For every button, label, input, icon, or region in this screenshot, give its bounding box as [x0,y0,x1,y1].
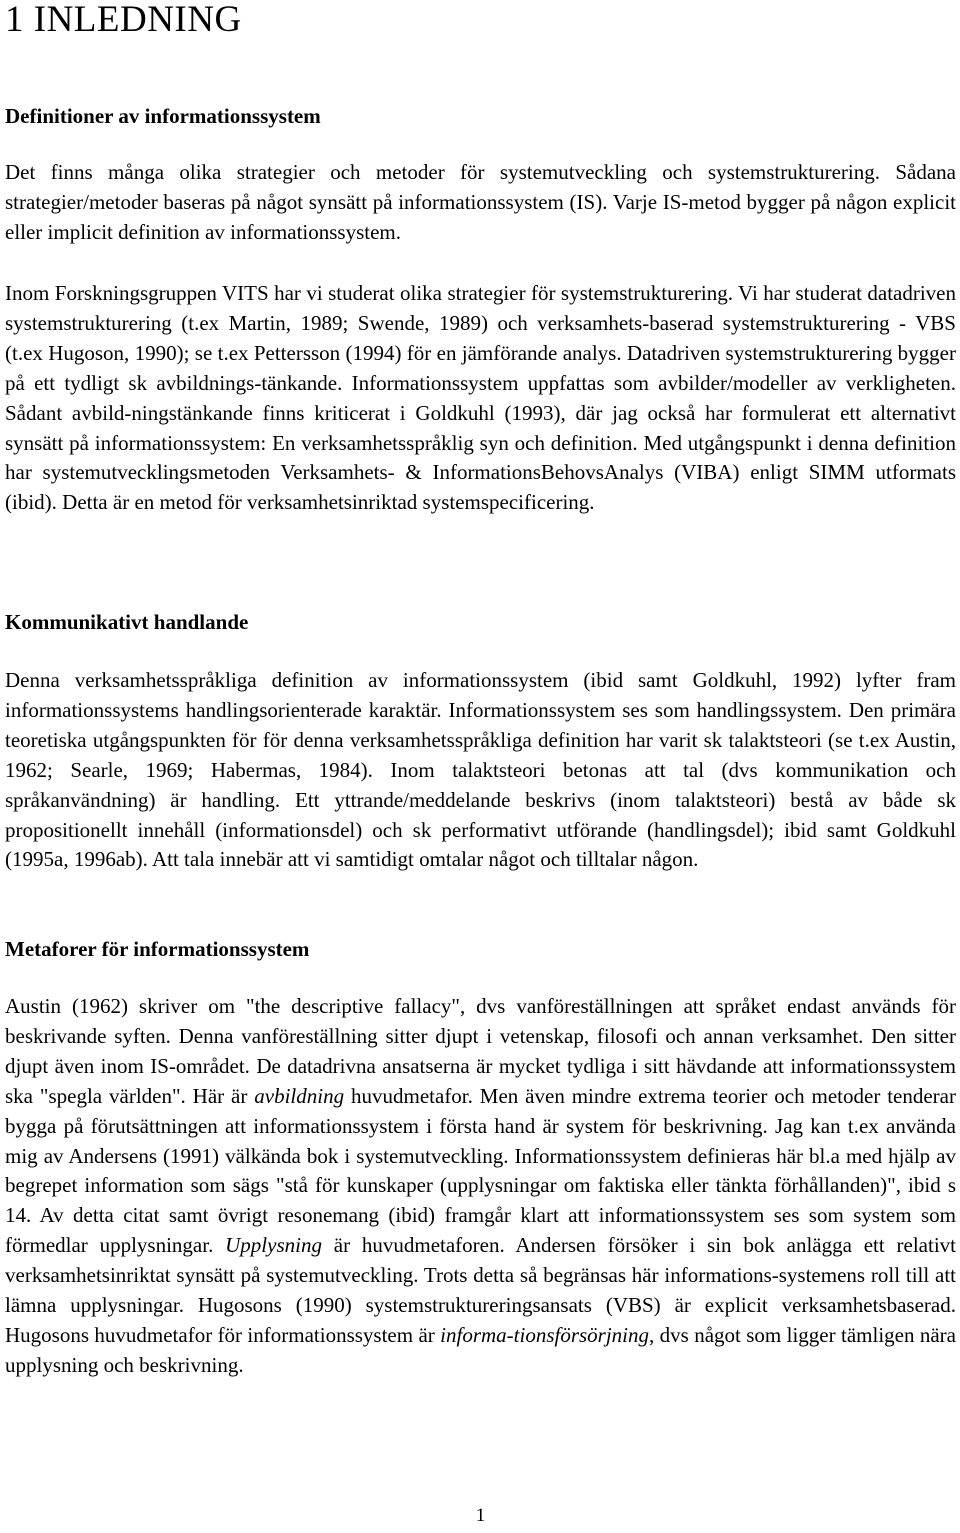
metaphors-emphasis-upplysning: Upplysning [225,1233,322,1258]
metaphors-emphasis-avbildning: avbildning [254,1083,345,1108]
metaphors-text-part-3: är huvudmetaforen. Andersen försöker i sin bok anlägga ett relativt verksamhetsinriktat synsätt på systemutveckling. Trots detta så begränsas här informations-systemens roll till att lämna upplysningar. Hugosons (1990) systemstruktureringsansats (VBS) är explicit verksamhetsbaserad. Hugosons huvudmetafor för informationssystem är [5,1233,956,1347]
metaphors-emphasis-informationsforsorjning: informa-tionsförsörjning [440,1322,650,1347]
paragraph-vits: Inom Forskningsgruppen VITS har vi studerat olika strategier för systemstrukturering. Vi har studerat datadriven systemstrukturering (t.ex Martin, 1989; Swende, 1989) och verksamhets-baserad systemstrukturering - VBS (t.ex Hugoson, 1990); se t.ex Pettersson (1994) för en jämförande analys. Datadriven systemstrukturering bygger på ett tydligt sk avbildnings-tänkande. Informationssystem uppfattas som avbilder/modeller av verkligheten. Sådant avbild-ningstänkande finns kriticerat i Goldkuhl (1993), där jag också har formulerat ett alternativt synsätt på informationssystem: En verksamhetsspråklig syn och definition. Med utgångspunkt i denna definition har systemutvecklingsmetoden Verksamhets- & InformationsBehovsAnalys (VIBA) enligt SIMM utformats (ibid). Detta är en metod för verksamhetsinriktad systemspecificering. [5,281,956,515]
paragraph-metaphors [5,992,956,1381]
metaphors-text-part-1: Austin (1962) skriver om "the descriptive fallacy", dvs vanföreställningen att språket endast används för beskrivande syften. Denna vanföreställning sitter djupt i vetenskap, filosofi och annan verksamhet. Den sitter djupt även inom IS-området. De datadrivna ansatserna är mycket tydliga i sitt hävdande att informationssystem ska "spegla världen". Här är [5,994,956,1108]
paragraph-intro: Det finns många olika strategier och metoder för systemutveckling och systemstrukturering. Sådana strategier/metoder baseras på något synsätt på informationssystem (IS). Varje IS-metod bygger på någon explicit eller implicit definition av informationssystem. [5,160,956,244]
metaphors-text-part-2: huvudmetafor. Men även mindre extrema teorier och metoder tenderar bygga på förutsättningen att informationssystem i första hand är system för beskrivning. Jag kan t.ex använda mig av Andersens (1991) välkända bok i systemutveckling. Informationssystem definieras här bl.a med hjälp av begrepet information som sägs "stå för kunskaper (upplysningar om faktiska eller tänkta förhållanden)", ibid s 14. Av detta citat samt övrigt resonemang (ibid) framgår klart att informationssystem ses som system som förmedlar upplysningar. [5,1083,956,1258]
paragraph-communicative-action: Denna verksamhetsspråkliga definition av informationssystem (ibid samt Goldkuhl, 1992) lyfter fram informationssystems handlingsorienterade karaktär. Informationssystem ses som handlingssystem. Den primära teoretiska utgångspunkten för för denna verksamhetsspråkliga definition har varit sk talaktsteori (se t.ex Austin, 1962; Searle, 1969; Habermas, 1984). Inom talaktsteori betonas att tal (dvs kommunikation och språkanvändning) är handling. Ett yttrande/meddelande beskrivs (inom talaktsteori) bestå av både sk propositionellt innehåll (informationsdel) och sk performativt utförande (handlingsdel); ibid samt Goldkuhl (1995a, 1996ab). Att tala innebär att vi samtidigt omtalar något och tilltalar någon. [5,668,956,872]
section-heading-definitions: Definitioner av informationssystem [5,104,321,128]
section-heading-metaphors: Metaforer för informationssystem [5,937,310,961]
chapter-title: 1 INLEDNING [5,0,242,40]
section-heading-communicative-action: Kommunikativt handlande [5,610,249,634]
page-number: 1 [475,1505,486,1526]
metaphors-text-part-4: , dvs något som ligger tämligen nära upplysning och beskrivning. [5,1322,956,1377]
